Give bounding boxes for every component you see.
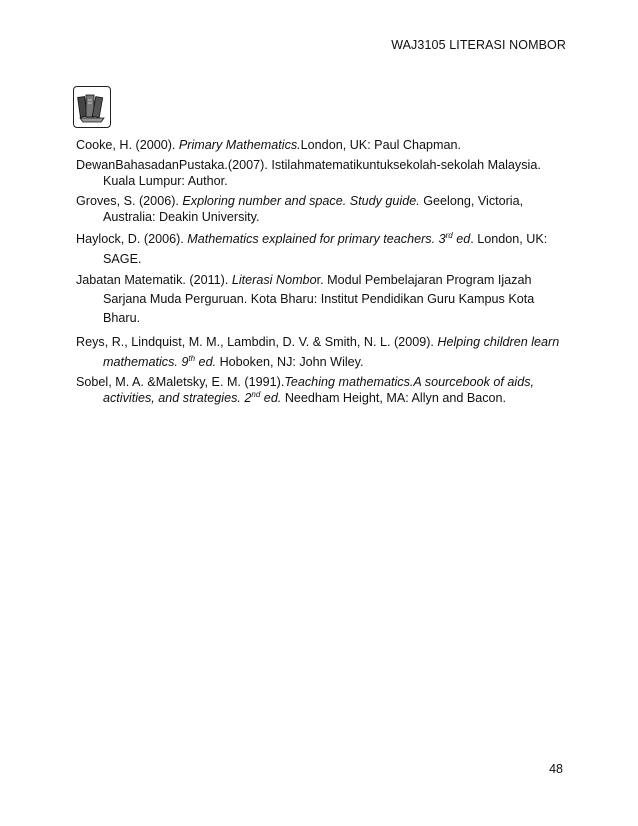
reference-item: Cooke, H. (2000). Primary Mathematics.London, UK: Paul Chapman. [76, 138, 461, 152]
page-number: 48 [549, 762, 563, 776]
course-title-header: WAJ3105 LITERASI NOMBOR [391, 38, 566, 52]
reference-item: Groves, S. (2006). Exploring number and space. Study guide. Geelong, Victoria, Australia: Deakin University. [76, 194, 524, 224]
reference-item: Reys, R., Lindquist, M. M., Lambdin, D. V. & Smith, N. L. (2009). Helping children learn mathematics. 9th ed. Hoboken, NJ: John Wiley. [76, 335, 560, 369]
reference-item: Sobel, M. A. &Maletsky, E. M. (1991).Teaching mathematics.A sourcebook of aids, activities, and strategies. 2nd ed. Needham Height, MA: Allyn and Bacon. [76, 375, 535, 405]
reference-item: Haylock, D. (2006). Mathematics explained for primary teachers. 3rd ed. London, UK: SAGE. [76, 230, 548, 266]
reference-item: DewanBahasadanPustaka.(2007). Istilahmatematikuntuksekolah-sekolah Malaysia. Kuala Lumpur: Author. [76, 158, 541, 188]
reference-list [76, 137, 566, 410]
books-icon [73, 86, 111, 128]
reference-item: Jabatan Matematik. (2011). Literasi Nombor. Modul Pembelajaran Program Ijazah Sarjana Muda Perguruan. Kota Bharu: Institut Pendidikan Guru Kampus Kota Bharu. [76, 273, 535, 325]
